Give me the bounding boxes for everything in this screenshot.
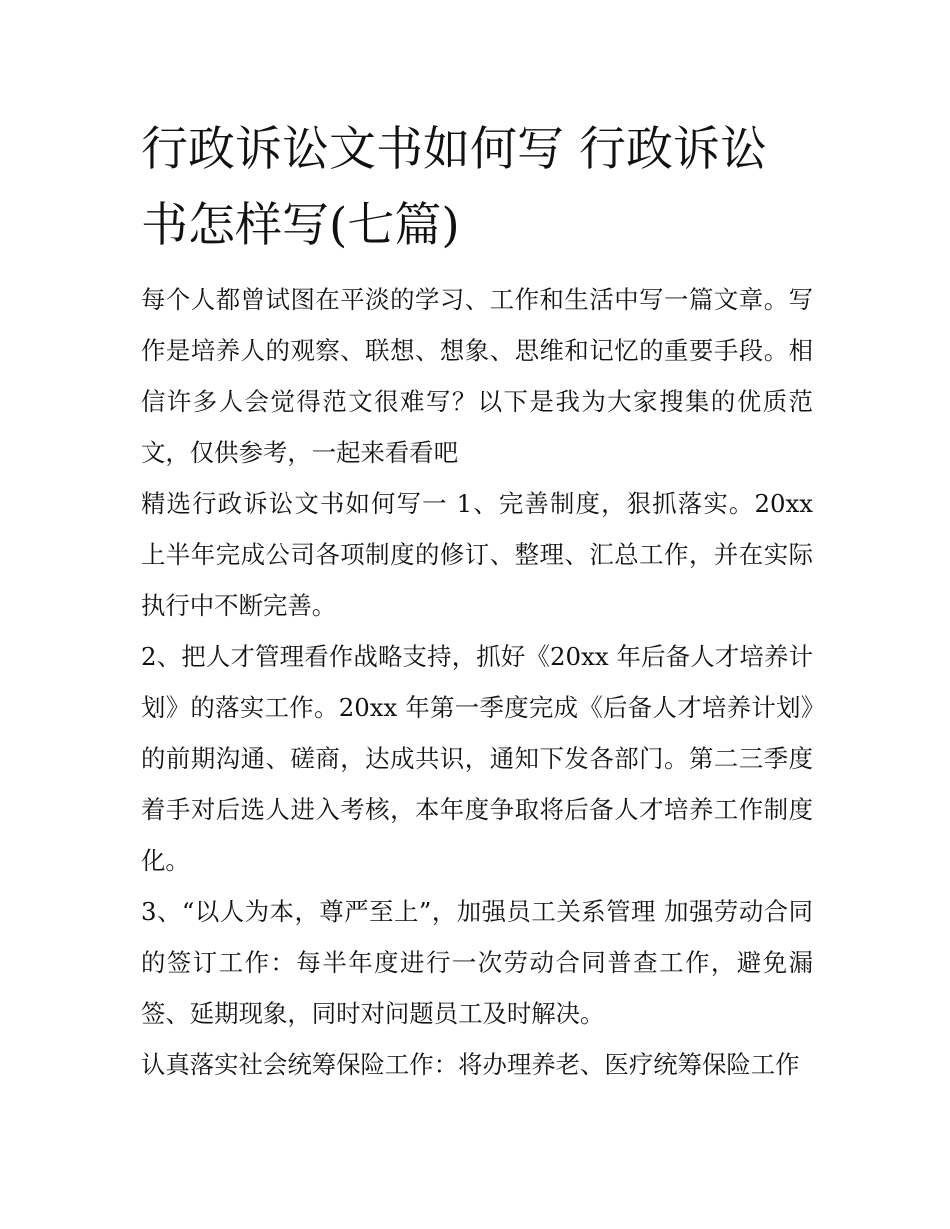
document-title: 行政诉讼文书如何写 行政诉讼书怎样写(七篇) <box>141 122 767 253</box>
social-insurance-paragraph: 认真落实社会统筹保险工作：将办理养老、医疗统筹保险工作 <box>141 1050 800 1079</box>
intro-paragraph: 每个人都曾试图在平淡的学习、工作和生活中写一篇文章。写作是培养人的观察、联想、想象、思维和记忆的重要手段。相信许多人会觉得范文很难写？以下是我为大家搜集的优质范文，仅供参考，一起来看看吧 <box>141 285 813 467</box>
item-three-paragraph: 3、“以人为本，尊严至上”，加强员工关系管理 加强劳动合同的签订工作：每半年度进行一次劳动合同普查工作，避免漏签、延期现象，同时对问题员工及时解决。 <box>141 897 813 1028</box>
document-content <box>141 112 813 1090</box>
document-body <box>141 274 813 1090</box>
section-one-paragraph: 精选行政诉讼文书如何写一 1、完善制度，狠抓落实。20xx 上半年完成公司各项制度的修订、整理、汇总工作，并在实际执行中不断完善。 <box>141 489 813 620</box>
item-two-paragraph: 2、把人才管理看作战略支持，抓好《20xx 年后备人才培养计划》的落实工作。20xx 年第一季度完成《后备人才培养计划》的前期沟通、磋商，达成共识，通知下发各部门。第二三季度着手对后选人进入考核，本年度争取将后备人才培养工作制度化。 <box>141 642 813 875</box>
